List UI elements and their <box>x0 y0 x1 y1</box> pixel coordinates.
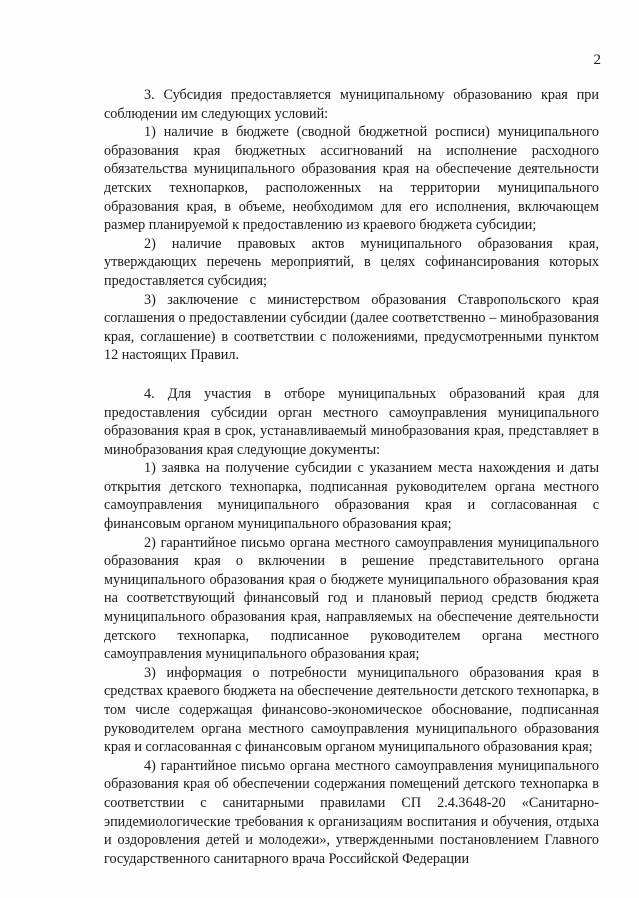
page-number: 2 <box>593 52 601 68</box>
document-body <box>104 86 599 868</box>
paragraph: 3) заключение с министерством образования Ставропольского края соглашения о предоставлении субсидии (далее соответственно – минобразования края, соглашение) в соответствии с положениями, предусмотренными пунктом 12 настоящих Правил. <box>104 291 599 364</box>
paragraph: 4. Для участия в отборе муниципальных образований края для предоставления субсидии орган местного самоуправления муниципального образования края в срок, устанавливаемый минобразования края, представляет в минобразования края следующие документы: <box>104 385 599 458</box>
section-4 <box>104 385 599 868</box>
paragraph: 3) информация о потребности муниципального образования края в средствах краевого бюджета на обеспечение деятельности детского технопарка, в том числе содержащая финансово-экономическое обоснование, подписанная руководителем органа местного самоуправления муниципального образования края и согласованная с финансовым органом муниципального образования края; <box>104 664 599 756</box>
paragraph: 3. Субсидия предоставляется муниципальному образованию края при соблюдении им следующих условий: <box>104 87 599 122</box>
section-3 <box>104 86 599 365</box>
paragraph: 2) гарантийное письмо органа местного самоуправления муниципального образования края о включении в решение представительного органа муниципального образования края о бюджете муниципального образования края на соответствующий финансовый год и плановый период средств бюджета муниципального образования края, направляемых на обеспечение деятельности детского технопарка, подписанное руководителем органа местного самоуправления муниципального образования края; <box>104 534 599 663</box>
section-gap <box>104 365 599 385</box>
paragraph: 1) наличие в бюджете (сводной бюджетной росписи) муниципального образования края бюджетных ассигнований на исполнение расходного обязательства муниципального образования края на обеспечение деятельности детских технопарков, расположенных на территории муниципального образования края, в объеме, необходимом для его исполнения, включающем размер планируемой к предоставлению из краевого бюджета субсидии; <box>104 124 599 234</box>
paragraph: 1) заявка на получение субсидии с указанием места нахождения и даты открытия детского технопарка, подписанная руководителем органа местного самоуправления муниципального образования края и согласованная с финансовым органом муниципального образования края; <box>104 460 599 533</box>
paragraph: 2) наличие правовых актов муниципального образования края, утверждающих перечень мероприятий, в целях софинансирования которых предоставляется субсидия; <box>104 235 599 289</box>
paragraph: 4) гарантийное письмо органа местного самоуправления муниципального образования края об обеспечении содержания помещений детского технопарка в соответствии с санитарными правилами СП 2.4.3648-20 «Санитарно-эпидемиологические требования к организациям воспитания и обучения, отдыха и оздоровления детей и молодежи», утвержденными постановлением Главного государственного санитарного врача Российской Федерации <box>104 757 599 867</box>
